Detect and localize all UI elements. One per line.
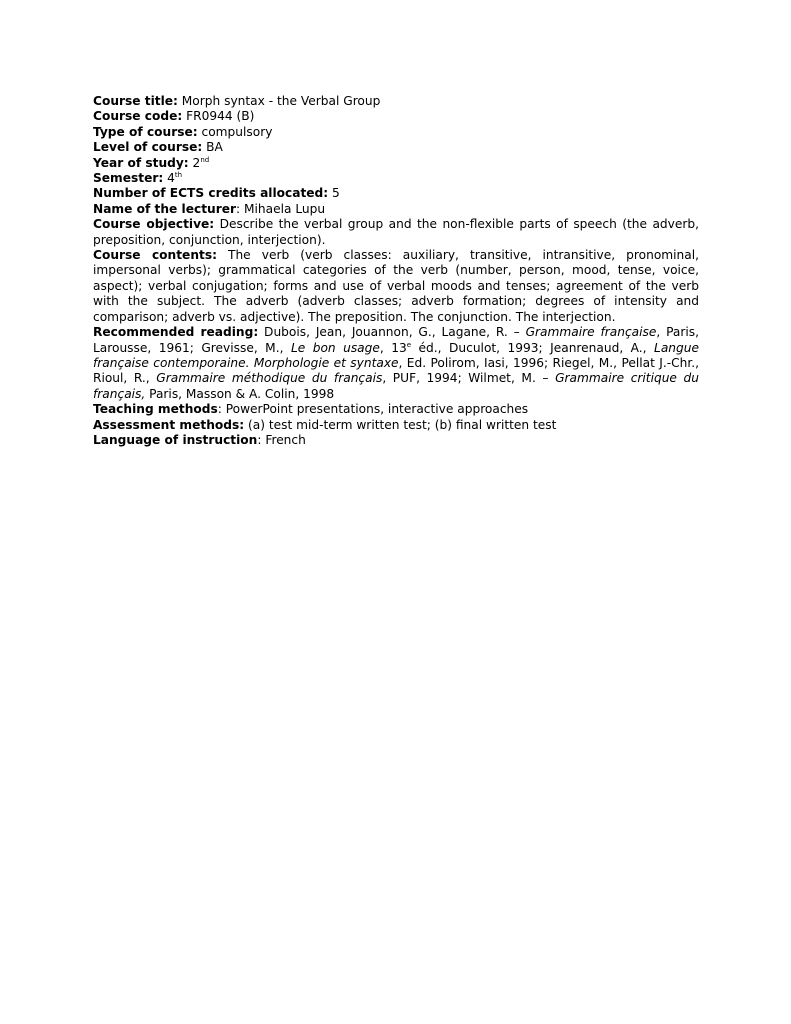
course-contents-field <box>93 248 699 325</box>
course-description <box>93 94 699 448</box>
course-level-value: BA <box>202 140 223 155</box>
course-title-label: Course title: <box>93 94 178 108</box>
semester-label: Semester: <box>93 171 164 186</box>
reading-text-2: , Paris, Larousse, 1961; Grevisse, M., <box>93 325 699 355</box>
semester-suffix: th <box>174 171 183 180</box>
assessment-methods-field <box>93 418 699 433</box>
ects-credits-value: 5 <box>328 186 340 201</box>
course-code-value: FR0944 (B) <box>182 109 255 124</box>
reading-text-5: , Ed. Polirom, Iasi, 1996; Riegel, M., Pellat J.-Chr., Rioul, R., <box>93 355 699 386</box>
reading-title-3: Langue française contemporaine. Morphologie et syntaxe <box>93 340 699 370</box>
lecturer-field <box>93 202 699 217</box>
reading-title-5: Grammaire critique du français, <box>93 371 699 401</box>
reading-title-2: Le bon usage <box>290 340 380 355</box>
assessment-methods-label: Assessment methods: <box>93 417 245 432</box>
course-type-field <box>93 125 699 140</box>
language-value: : French <box>257 432 306 447</box>
lecturer-value: : Mihaela Lupu <box>236 201 326 216</box>
course-title-field <box>93 94 699 109</box>
reading-edition-suffix: e <box>406 340 412 349</box>
ects-credits-label: Number of ECTS credits allocated: <box>93 186 329 201</box>
reading-text-4: éd., Duculot, 1993; Jeanrenaud, A., <box>411 340 655 355</box>
lecturer-label: Name of the lecturer <box>93 201 237 216</box>
reading-title-1: Grammaire française <box>525 325 657 340</box>
language-field <box>93 433 699 448</box>
course-title-value: Morph syntax - the Verbal Group <box>177 94 381 108</box>
course-level-label: Level of course: <box>93 140 203 155</box>
year-of-study-suffix: nd <box>200 155 210 164</box>
recommended-reading-field <box>93 325 699 402</box>
year-of-study-value: 2 <box>188 155 201 170</box>
semester-value: 4 <box>163 171 175 186</box>
teaching-methods-label: Teaching methods <box>93 402 218 417</box>
reading-text-3: , 13 <box>379 340 407 355</box>
semester-field <box>93 171 699 186</box>
teaching-methods-field <box>93 402 699 417</box>
reading-title-4: Grammaire méthodique du français <box>156 371 383 386</box>
course-contents-label: Course contents: <box>93 248 217 263</box>
language-label: Language of instruction <box>93 432 258 447</box>
year-of-study-field <box>93 156 699 171</box>
assessment-methods-value: (a) test mid-term written test; (b) final written test <box>244 417 557 432</box>
reading-text-1: Dubois, Jean, Jouannon, G., Lagane, R. – <box>258 325 526 340</box>
year-of-study-label: Year of study: <box>93 155 189 170</box>
course-code-field <box>93 109 699 124</box>
course-code-label: Course code: <box>93 109 183 124</box>
course-type-label: Type of course: <box>93 124 198 139</box>
reading-text-7: Paris, Masson & A. Colin, 1998 <box>145 386 335 401</box>
course-type-value: compulsory <box>197 124 273 139</box>
course-contents-value: The verb (verb classes: auxiliary, transitive, intransitive, pronominal, impersonal verbs); grammatical categories of the verb (number, person, mood, tense, voice, aspect); verbal conjugation; forms and use of verbal moods and tenses; agreement of the verb with the subject. The adverb (adverb classes; adverb formation; degrees of intensity and comparison; adverb vs. adjective). The preposition. The conjunction. The interjection. <box>93 248 699 324</box>
course-objective-label: Course objective: <box>93 217 215 232</box>
recommended-reading-label: Recommended reading: <box>93 325 259 340</box>
teaching-methods-value: : PowerPoint presentations, interactive approaches <box>217 402 529 417</box>
course-level-field <box>93 140 699 155</box>
course-objective-field <box>93 217 699 248</box>
ects-credits-field <box>93 186 699 201</box>
course-objective-value: Describe the verbal group and the non-flexible parts of speech (the adverb, preposition, conjunction, interjection). <box>93 217 699 247</box>
reading-text-6: , PUF, 1994; Wilmet, M. – <box>382 371 556 386</box>
